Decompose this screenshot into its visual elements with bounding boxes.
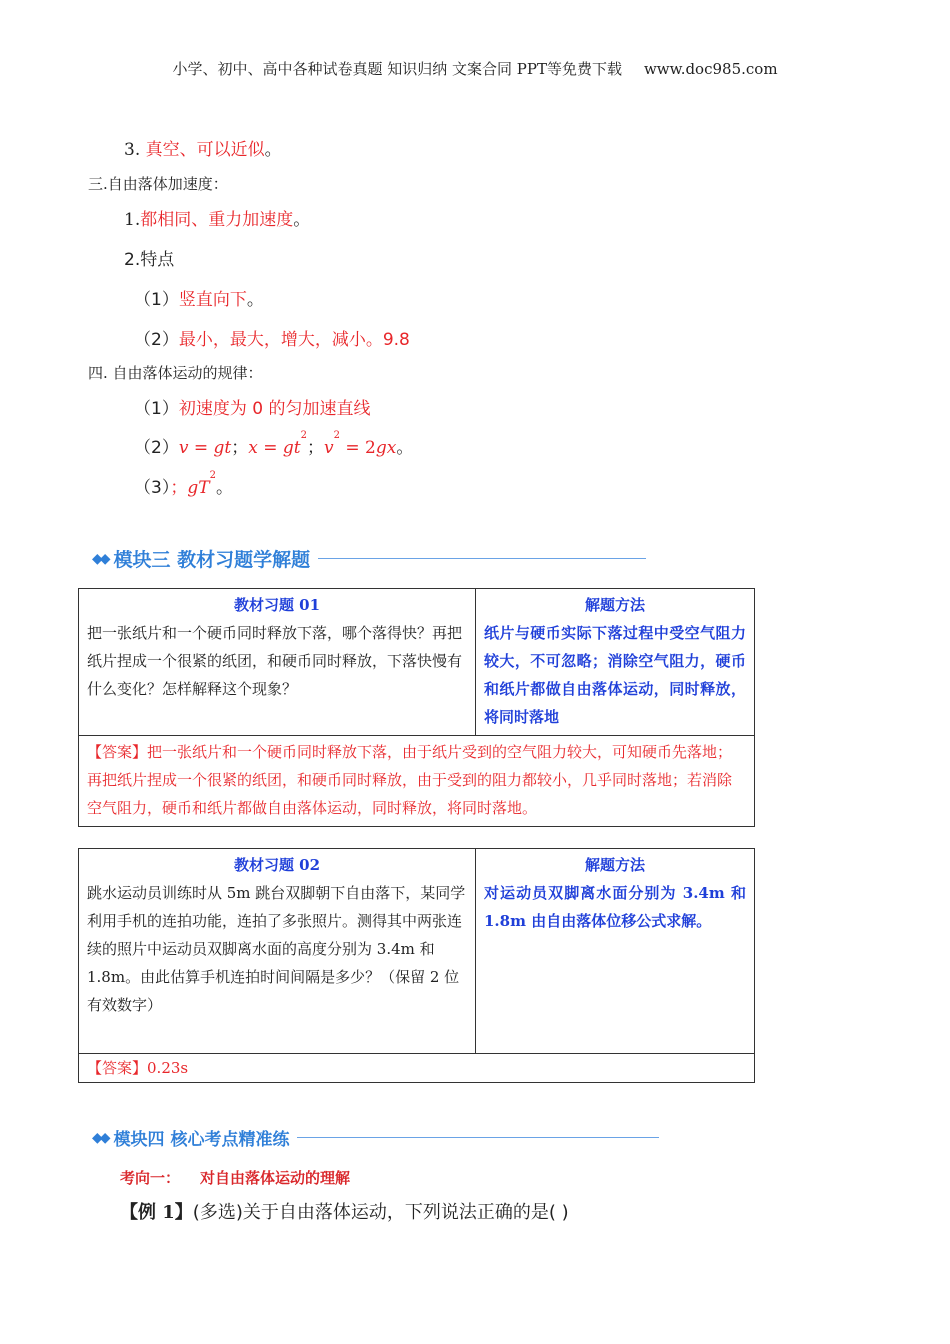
exercise2-title: 教材习题 02 (233, 856, 321, 874)
divider (318, 558, 646, 559)
section4-line1: （1）初速度为 0 的匀加速直线 (134, 399, 371, 419)
exercise1-question-cell (79, 589, 476, 736)
section4-line2: （2）v = gt；$x = gt^2$；$v^2 = 2gx$。 (134, 430, 414, 458)
answer-text: 把一张纸片和一个硬币同时释放下落，由于纸片受到的空气阻力较大，可知硬币先落地；再把纸片捏成一个很紧的纸团，和硬币同时释放，由于受到的阻力都较小，几乎同时落地；若消除空气阻力，硬币和纸片都做自由落体运动，同时释放，将同时落地。 (87, 743, 733, 817)
example1-tag: 【例 1】 (120, 1202, 193, 1223)
exercise1-method: 纸片与硬币实际下落过程中受空气阻力较大，不可忽略；消除空气阻力，硬币和纸片都做自由落体运动，同时释放，将同时落地 (484, 624, 746, 726)
page-header (0, 58, 950, 79)
exercise2-method: 对运动员双脚离水面分别为 3.4m 和 1.8m 由自由落体位移公式求解。 (484, 884, 746, 930)
exercise2-question-cell (79, 849, 476, 1054)
formula-gT2: $gT^2$ (187, 470, 216, 498)
formula-v2-2gx: $v^2 = 2gx$ (323, 430, 397, 458)
direction1-text: 对自由落体运动的理解 (200, 1169, 351, 1187)
direction1-label: 考向一： (120, 1169, 181, 1187)
exercise1-method-cell (476, 589, 755, 736)
exercise1-question: 把一张纸片和一个硬币同时释放下落，哪个落得快？再把纸片捏成一个很紧的纸团，和硬币同时释放，下落快慢有什么变化？怎样解释这个现象？ (87, 624, 463, 698)
section3-sub2: （2）最小，最大，增大，减小。9.8 (134, 330, 410, 350)
answer-text: 竖直向下 (178, 290, 247, 310)
section3-heading: 三.自由落体加速度： (88, 175, 228, 193)
exercise1-table (78, 588, 755, 827)
double-chevron-icon: ◆◆ (92, 1129, 108, 1146)
answer-label: 【答案】 (87, 743, 148, 761)
module3-title: ◆◆ 模块三 教材习题学解题 (92, 545, 646, 572)
answer-text: 初速度为 0 的匀加速直线 (178, 399, 371, 419)
formula-x-gt2: $x = gt^2$ (248, 430, 307, 458)
exercise2-table (78, 848, 755, 1083)
section2-item3: 3. 真空、可以近似。 (124, 140, 282, 160)
exercise1-title: 教材习题 01 (233, 596, 321, 614)
exercise2-question: 跳水运动员训练时从 5m 跳台双脚朝下自由落下，某同学利用手机的连拍功能，连拍了多张照片。测得其中两张连续的照片中运动员双脚离水面的高度分别为 3.4m 和 1.8m。由此估算手机连拍时间间隔是多少？（保留 2 位有效数字） (87, 884, 466, 1014)
answer-text: 真空、可以近似 (145, 140, 265, 160)
header-site: www.doc985.com (643, 60, 778, 78)
section3-item2: 2.特点 (124, 250, 175, 270)
answer-label: 【答案】 (87, 1059, 148, 1077)
section3-sub1: （1）竖直向下。 (134, 290, 264, 310)
divider (297, 1137, 659, 1138)
answer-text: 0.23s (147, 1059, 189, 1077)
formula-v-gt: v = gt (178, 438, 232, 458)
example1-text: (多选)关于自由落体运动，下列说法正确的是( ) (192, 1202, 569, 1223)
section4-heading: 四. 自由落体运动的规律： (88, 364, 263, 382)
exercise1-method-title: 解题方法 (584, 596, 645, 614)
direction1 (120, 1167, 350, 1188)
answer-text: 都相同、重力加速度 (140, 210, 294, 230)
module4-title: ◆◆ 模块四 核心考点精准练 (92, 1125, 659, 1150)
exercise2-answer (79, 1054, 755, 1083)
exercise2-method-cell (476, 849, 755, 1054)
double-chevron-icon: ◆◆ (92, 550, 108, 567)
header-text: 小学、初中、高中各种试卷真题 知识归纳 文案合同 PPT等免费下载 (172, 60, 622, 78)
section3-item1: 1.都相同、重力加速度。 (124, 210, 311, 230)
example1 (120, 1198, 569, 1224)
section4-line3: （3）；$gT^2$。 (134, 470, 233, 498)
exercise2-method-title: 解题方法 (584, 856, 645, 874)
answer-text: 最小，最大，增大，减小。9.8 (178, 330, 410, 350)
exercise1-answer (79, 736, 755, 827)
